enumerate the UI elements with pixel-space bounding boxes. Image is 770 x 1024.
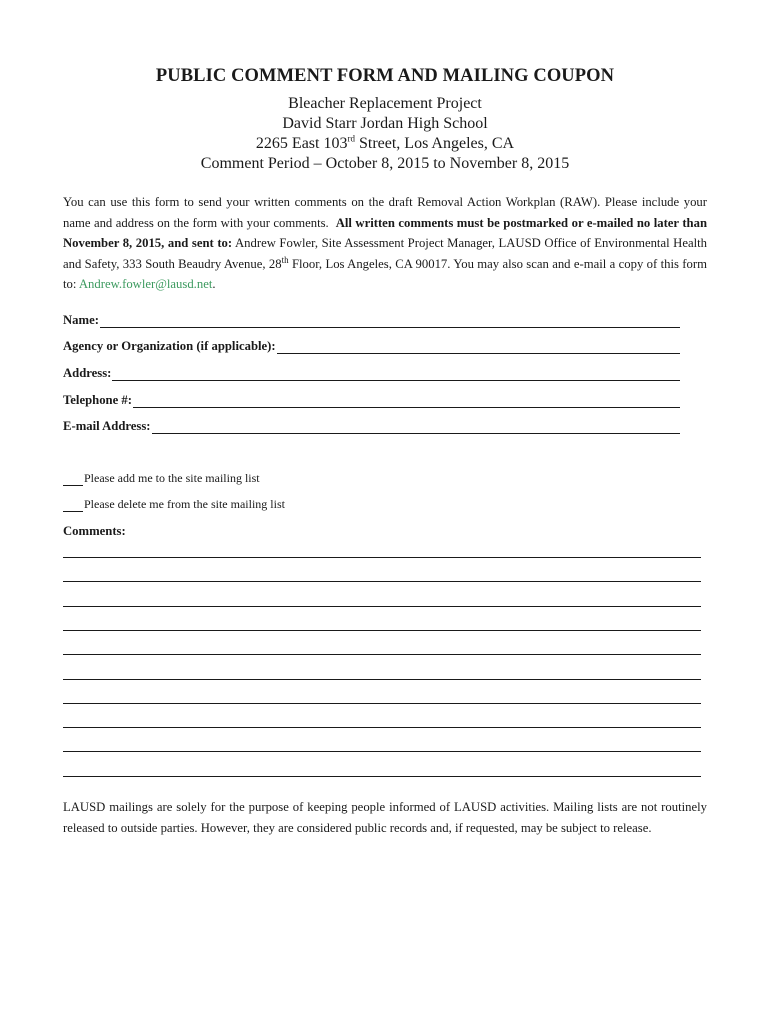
name-field[interactable] [63, 312, 680, 328]
telephone-input-line[interactable] [133, 395, 680, 408]
mailing-delete-option[interactable] [63, 497, 285, 512]
floor-ordinal: th [281, 254, 289, 265]
agency-input-line[interactable] [277, 341, 680, 354]
email-field[interactable] [63, 418, 680, 434]
comment-line[interactable] [63, 606, 701, 607]
mailing-add-option[interactable] [63, 471, 260, 486]
intro-text-2: Andrew Fowler, Site Assessment Project Manager, LAUSD Office of Environmental Health and Safety, 333 South Beaudry Avenue, 28 [63, 236, 707, 271]
address-field[interactable] [63, 365, 680, 381]
email-label: E-mail Address: [63, 419, 151, 433]
telephone-field[interactable] [63, 392, 680, 408]
name-input-line[interactable] [100, 315, 680, 328]
comment-line[interactable] [63, 630, 701, 631]
form-title: PUBLIC COMMENT FORM AND MAILING COUPON [155, 66, 615, 86]
agency-label: Agency or Organization (if applicable): [63, 339, 276, 353]
school-name: David Starr Jordan High School [282, 115, 488, 132]
school-address [0, 134, 770, 154]
mailing-delete-label: Please delete me from the site mailing list [84, 497, 285, 511]
address-input-line[interactable] [112, 368, 680, 381]
address-start: 2265 East 103 [255, 135, 348, 152]
address-end: Street, Los Angeles, CA [354, 135, 515, 152]
privacy-notice: LAUSD mailings are solely for the purpose of keeping people informed of LAUSD activities. Mailing lists are not routinely released to outside parties. However, they are considered public records and, if requested, may be subject to release. [63, 800, 707, 835]
intro-text-1: You can use this form to send your written comments on the draft Removal Action Workplan (RAW). Please include your name and address on the form with your comments. [63, 195, 707, 230]
agency-field[interactable] [63, 338, 680, 354]
comment-line[interactable] [63, 727, 701, 728]
comment-line[interactable] [63, 557, 701, 558]
comment-period: Comment Period – October 8, 2015 to November 8, 2015 [200, 155, 570, 172]
comment-line[interactable] [63, 581, 701, 582]
mailing-add-checkline[interactable] [63, 474, 83, 486]
intro-end: . [212, 277, 216, 291]
intro-text-3: Floor, Los Angeles, CA 90017. You may also scan and e-mail a copy of this form to: [63, 256, 707, 291]
email-input-line[interactable] [152, 421, 680, 434]
comment-line[interactable] [63, 776, 701, 777]
comments-label: Comments: [63, 524, 126, 538]
intro-paragraph [63, 192, 707, 295]
telephone-label: Telephone #: [63, 393, 132, 407]
address-label: Address: [63, 366, 112, 380]
project-name: Bleacher Replacement Project [288, 95, 482, 112]
comment-line[interactable] [63, 679, 701, 680]
intro-deadline: All written comments must be postmarked or e-mailed no later than November 8, 2015, and sent to: [63, 215, 708, 250]
email-link[interactable]: Andrew.fowler@lausd.net [78, 277, 213, 291]
address-ordinal: rd [347, 133, 355, 144]
mailing-delete-checkline[interactable] [63, 500, 83, 512]
comment-line[interactable] [63, 654, 701, 655]
comment-line[interactable] [63, 703, 701, 704]
name-label: Name: [63, 313, 99, 327]
comment-line[interactable] [63, 751, 701, 752]
mailing-add-label: Please add me to the site mailing list [84, 471, 260, 485]
